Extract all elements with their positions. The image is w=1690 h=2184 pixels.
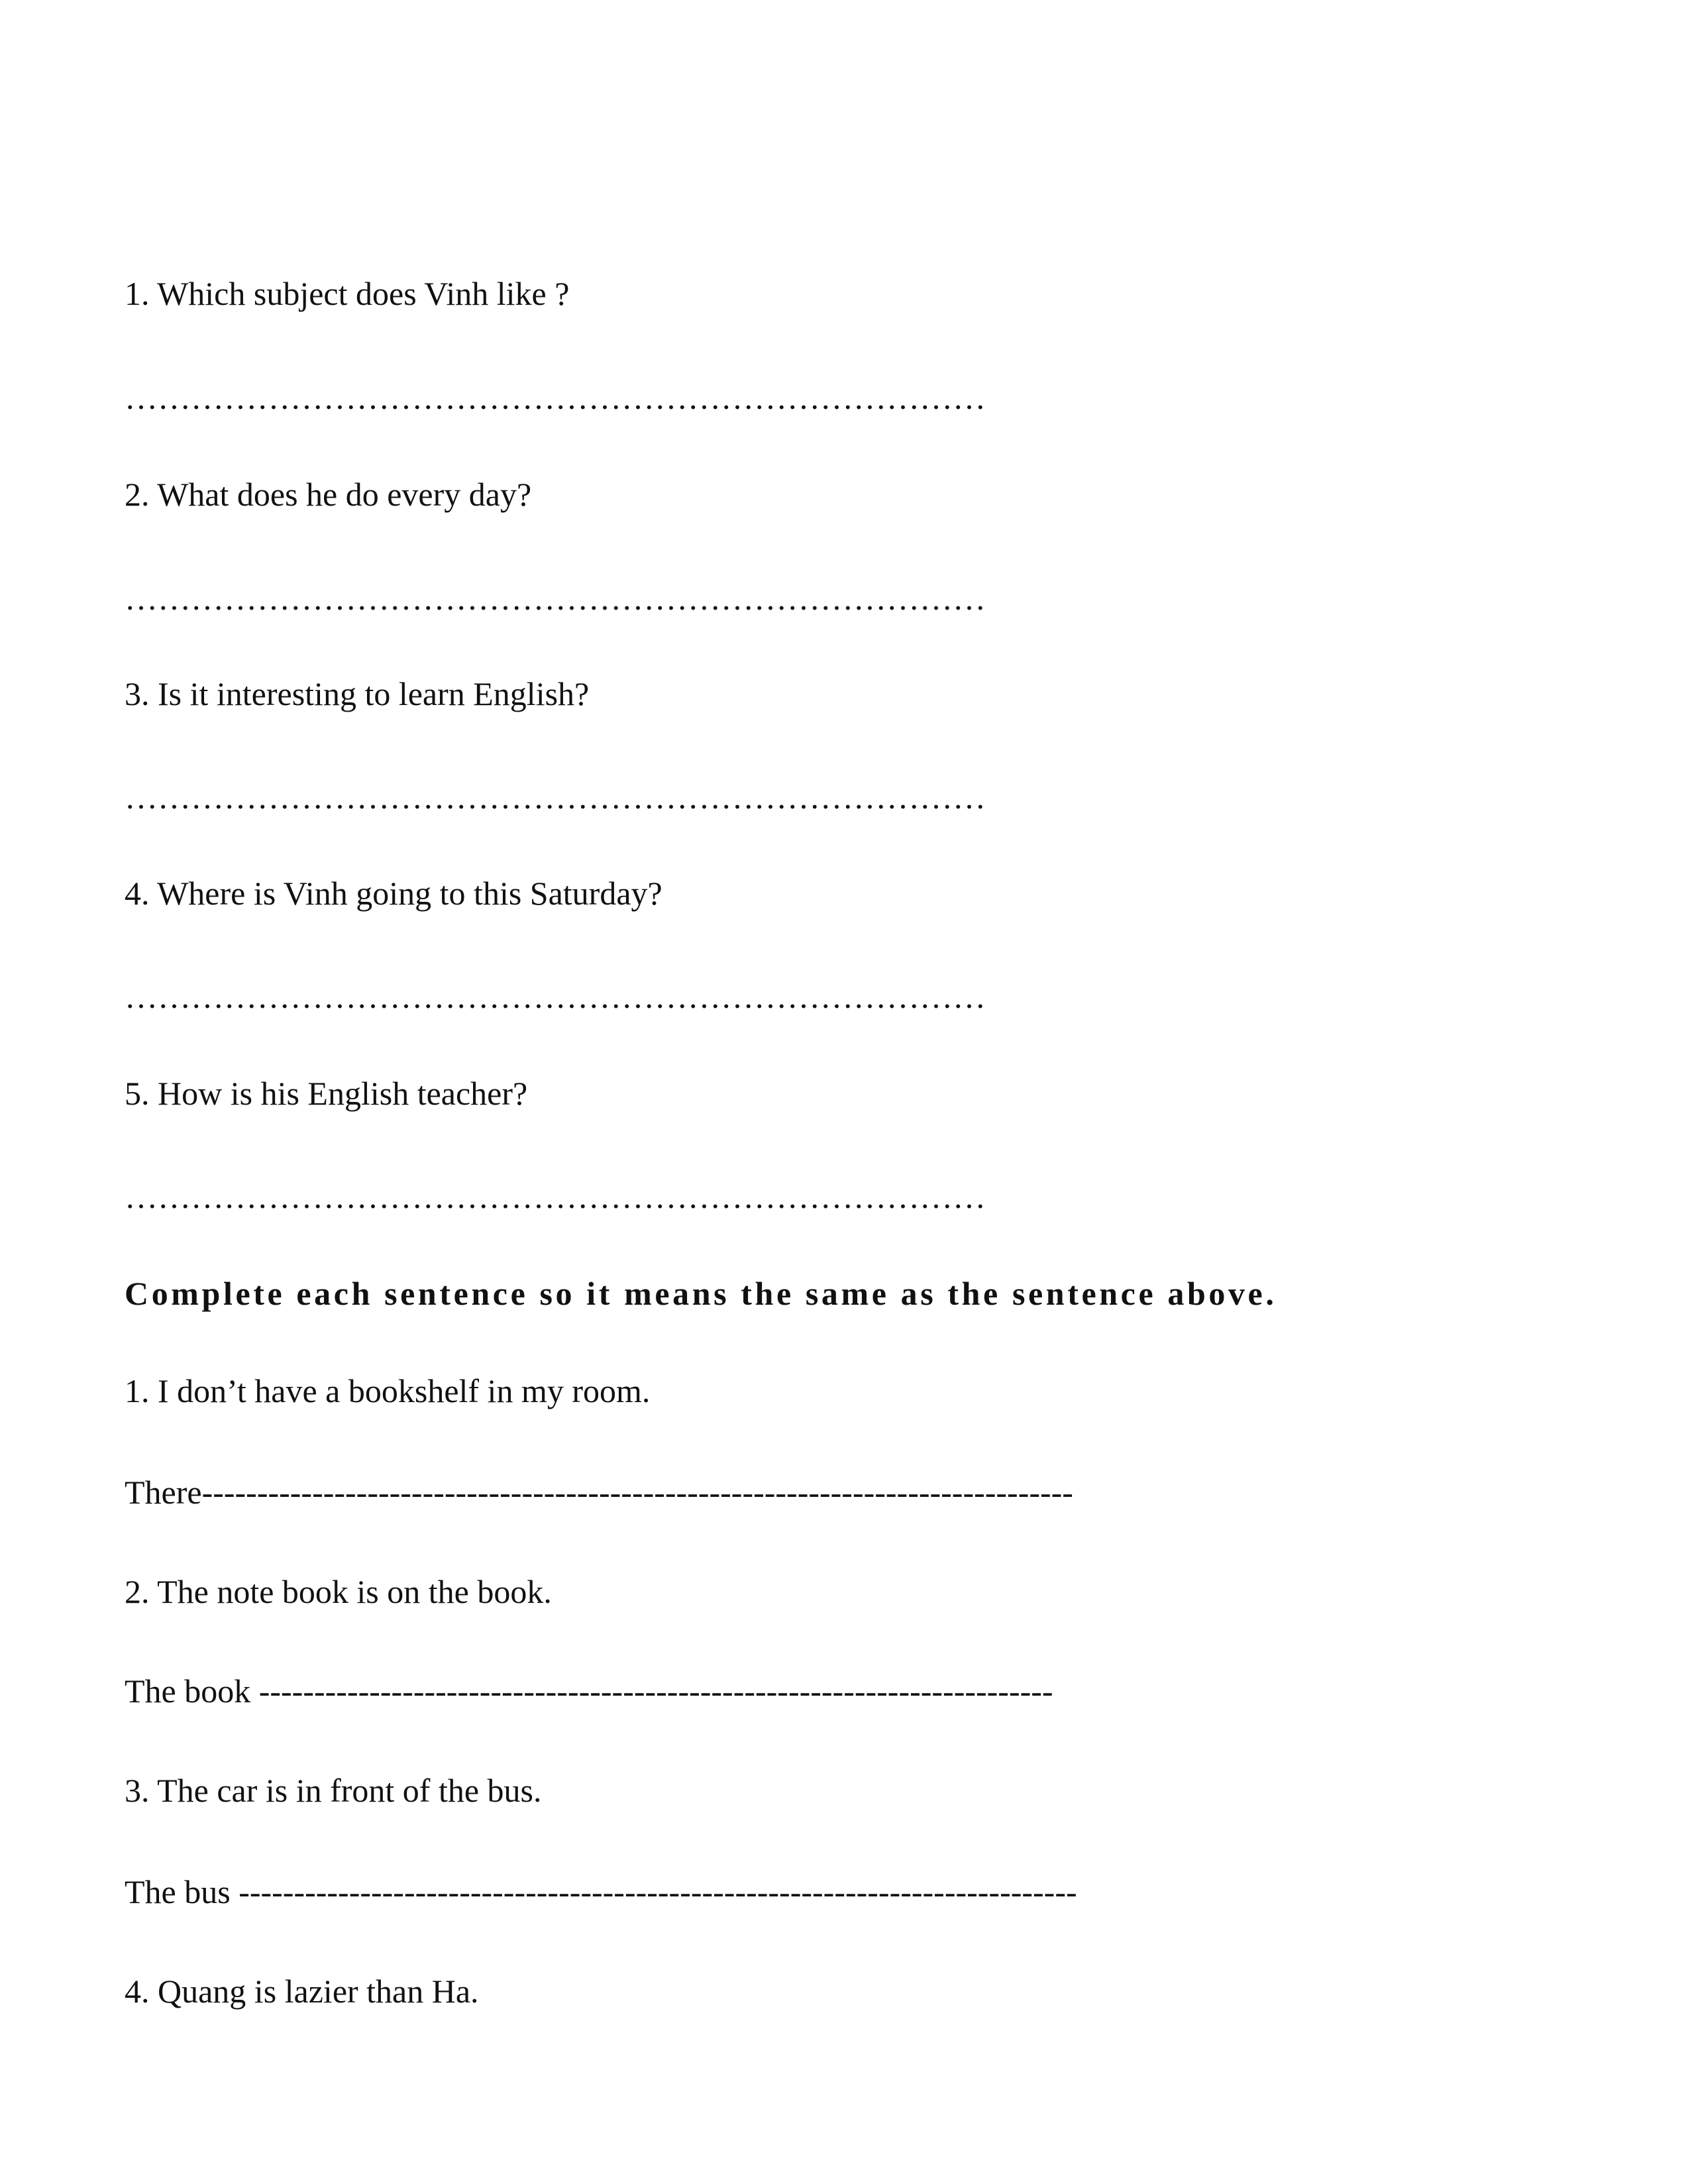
- answer-line-3: ……………………………………………………………………: [125, 779, 986, 816]
- section-instruction: Complete each sentence so it means the same as the sentence above.: [125, 1275, 1277, 1312]
- answer-line-5: ……………………………………………………………………: [125, 1178, 986, 1215]
- rewrite-sentence-2: 2. The note book is on the book.: [125, 1573, 552, 1610]
- rewrite-answer-3: The bus ----------------------------------------------------------------------------: [125, 1873, 1077, 1910]
- question-3: 3. Is it interesting to learn English?: [125, 675, 590, 712]
- question-1: 1. Which subject does Vinh like ?: [125, 275, 570, 312]
- rewrite-answer-2: The book ------------------------------------------------------------------------: [125, 1672, 1053, 1710]
- rewrite-sentence-3: 3. The car is in front of the bus.: [125, 1772, 542, 1809]
- answer-line-2: ……………………………………………………………………: [125, 580, 986, 617]
- answer-line-1: ……………………………………………………………………: [125, 379, 986, 416]
- rewrite-sentence-4: 4. Quang is lazier than Ha.: [125, 1973, 479, 2010]
- question-5: 5. How is his English teacher?: [125, 1075, 528, 1112]
- answer-line-4: ……………………………………………………………………: [125, 978, 986, 1015]
- question-2: 2. What does he do every day?: [125, 476, 532, 513]
- rewrite-sentence-1: 1. I don’t have a bookshelf in my room.: [125, 1372, 651, 1409]
- question-4: 4. Where is Vinh going to this Saturday?: [125, 875, 662, 912]
- rewrite-answer-1: There-------------------------------------------------------------------------------: [125, 1474, 1073, 1511]
